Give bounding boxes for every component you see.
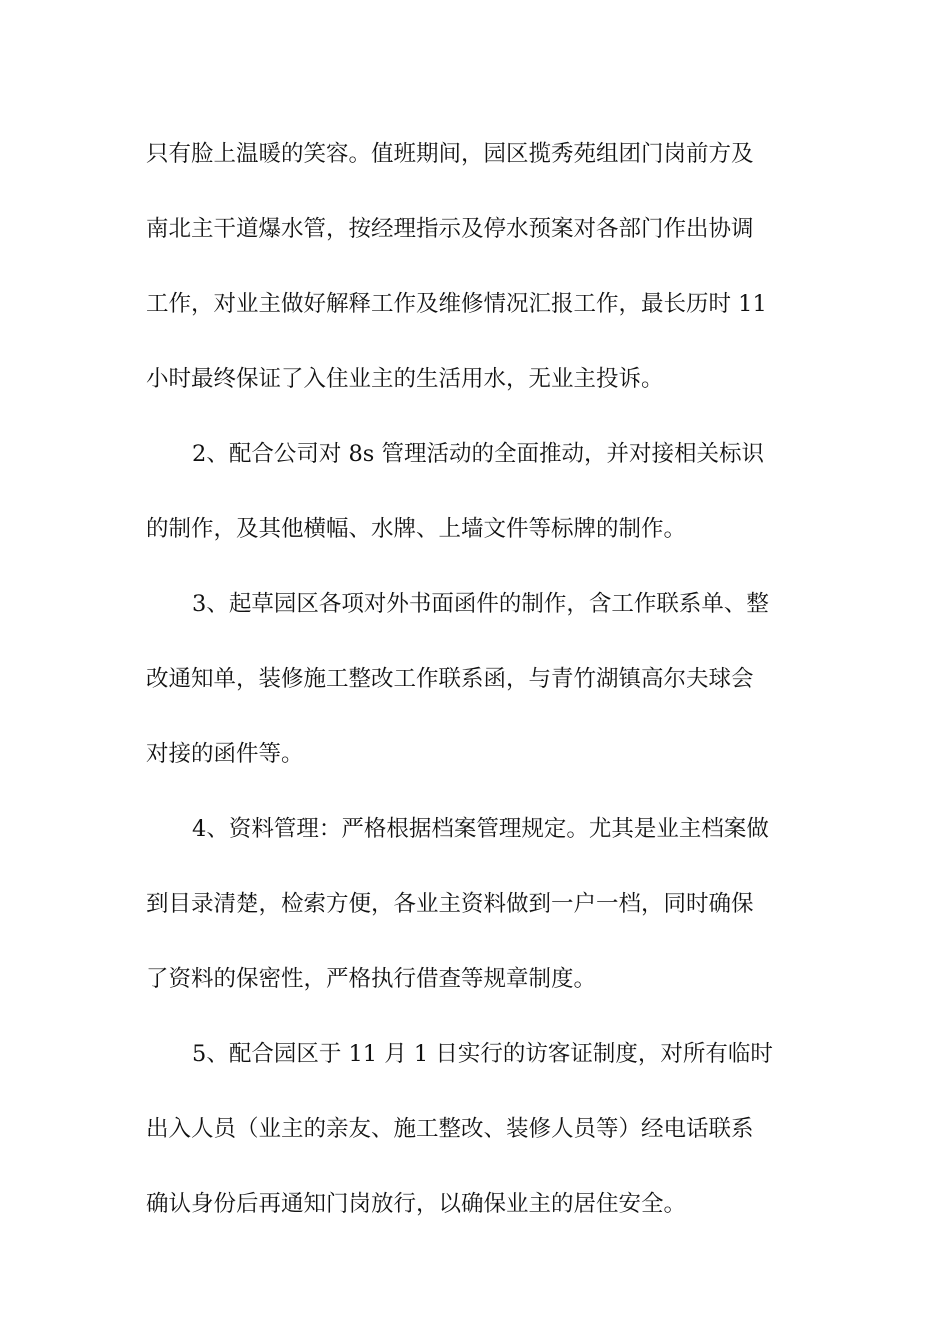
- text-line: 改通知单，装修施工整改工作联系函，与青竹湖镇高尔夫球会: [146, 666, 754, 692]
- text-line: 只有脸上温暖的笑容。值班期间，园区揽秀苑组团门岗前方及: [146, 141, 754, 167]
- paragraph-4-first-line: 4、资料管理：严格根据档案管理规定。尤其是业主档案做: [192, 816, 769, 842]
- paragraph-2-first-line: 2、配合公司对 8s 管理活动的全面推动，并对接相关标识: [192, 441, 764, 467]
- paragraph-3-first-line: 3、起草园区各项对外书面函件的制作，含工作联系单、整: [192, 591, 769, 617]
- text-line: 到目录清楚，检索方便，各业主资料做到一户一档，同时确保: [146, 891, 754, 917]
- text-line: 的制作，及其他横幅、水牌、上墙文件等标牌的制作。: [146, 516, 687, 542]
- text-line: 工作，对业主做好解释工作及维修情况汇报工作，最长历时 11: [146, 291, 767, 317]
- text-line: 出入人员（业主的亲友、施工整改、装修人员等）经电话联系: [146, 1116, 754, 1142]
- text-line: 确认身份后再通知门岗放行，以确保业主的居住安全。: [146, 1191, 687, 1217]
- text-line: 小时最终保证了入住业主的生活用水，无业主投诉。: [146, 366, 664, 392]
- paragraph-5-first-line: 5、配合园区于 11 月 1 日实行的访客证制度，对所有临时: [192, 1041, 773, 1067]
- text-line: 对接的函件等。: [146, 741, 304, 767]
- text-line: 南北主干道爆水管，按经理指示及停水预案对各部门作出协调: [146, 216, 754, 242]
- text-line: 了资料的保密性，严格执行借查等规章制度。: [146, 966, 597, 992]
